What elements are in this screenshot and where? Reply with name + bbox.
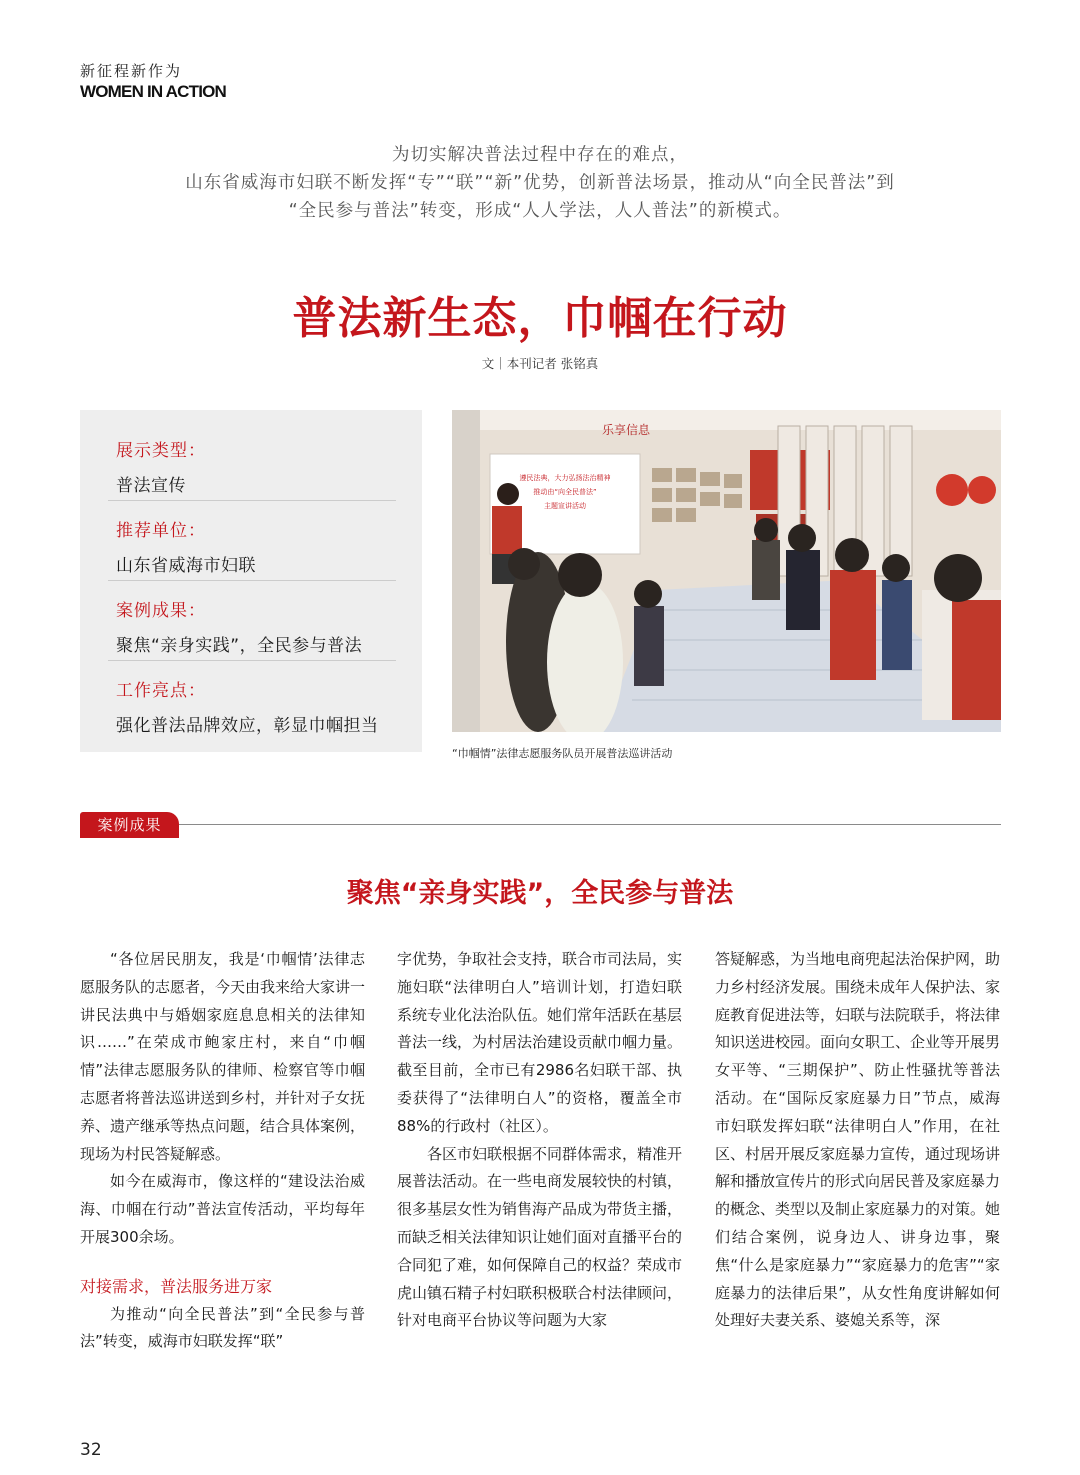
- info-divider: [108, 660, 396, 661]
- event-photo: [452, 410, 1001, 732]
- paragraph: “各位居民朋友，我是‘巾帼情’法律志愿服务队的志愿者，今天由我来给大家讲一讲民法典中与婚姻家庭息息相关的法律知识……”在荣成市鲍家庄村，来自“巾帼情”法律志愿服务队的律师、检察官等巾帼志愿者将普法巡讲送到乡村，并针对子女抚养、遗产继承等热点问题，结合具体案例，现场为村民答疑解惑。: [80, 950, 366, 1163]
- info-box: [80, 410, 422, 752]
- info-divider: [108, 500, 396, 501]
- event-photo-illustration: [452, 410, 1001, 732]
- banner-line-3: 主题宣讲活动: [544, 502, 586, 510]
- column-kicker-chinese: 新征程新作为: [80, 62, 183, 80]
- photo-caption: “巾帼情”法律志愿服务队员开展普法巡讲活动: [452, 747, 673, 760]
- paragraph: 各区市妇联根据不同群体需求，精准开展普法活动。在一些电商发展较快的村镇，很多基层女性为销售海产品成为带货主播，而缺乏相关法律知识让她们面对直播平台的合同犯了难，如何保障自己的权益？荣成市虎山镇石精子村妇联积极联合村法律顾问，针对电商平台协议等问题为大家: [397, 1144, 683, 1330]
- info-value: 普法宣传: [116, 476, 186, 496]
- body-column-3: [715, 946, 1000, 1335]
- banner-line-1: 遵民法典，大力弘扬法治精神: [519, 474, 611, 482]
- info-value: 山东省威海市妇联: [116, 556, 256, 576]
- intro-line-2: 山东省威海市妇联不断发挥“专”“联”“新”优势，创新普法场景，推动从“向全民普法”到: [185, 173, 895, 193]
- info-item-result: [116, 596, 396, 656]
- byline: 文｜本刊记者 张铭真: [481, 356, 599, 371]
- info-item-unit: [116, 516, 396, 576]
- wall-sign: 乐享信息: [602, 423, 651, 437]
- paragraph: 如今在威海市，像这样的“建设法治威海、巾帼在行动”普法宣传活动，平均每年开展300余场。: [80, 1172, 365, 1246]
- banner-line-2: 推动由“向全民普法”: [533, 488, 597, 496]
- page-number: 32: [80, 1440, 102, 1460]
- info-label: 工作亮点：: [116, 681, 206, 701]
- section-subtitle: 聚焦“亲身实践”，全民参与普法: [346, 878, 734, 909]
- paragraph: 答疑解惑，为当地电商兜起法治保护网，助力乡村经济发展。围绕未成年人保护法、家庭教育促进法等，妇联与法院联手，将法律知识送进校园。面向女职工、企业等开展男女平等、“三期保护”、防止性骚扰等普法活动。在“国际反家庭暴力日”节点，威海市妇联发挥妇联“法律明白人”作用，在社区、村居开展反家庭暴力宣传，通过现场讲解和播放宣传片的形式向居民普及家庭暴力的概念、类型以及制止家庭暴力的对策。她们结合案例，说身边人、讲身边事，聚焦“什么是家庭暴力”“家庭暴力的危害”“家庭暴力的法律后果”，从女性角度讲解如何处理好夫妻关系、婆媳关系等，深: [715, 950, 1001, 1330]
- column-kicker-english: WOMEN IN ACTION: [80, 82, 227, 101]
- section-tag: 案例成果: [80, 812, 179, 838]
- info-value: 聚焦“亲身实践”，全民参与普法: [116, 636, 363, 656]
- subheading: 对接需求，普法服务进万家: [80, 1276, 273, 1296]
- body-column-1: [80, 946, 365, 1356]
- body-column-2: [397, 946, 682, 1335]
- info-divider: [108, 580, 396, 581]
- info-value: 强化普法品牌效应，彰显巾帼担当: [116, 716, 379, 736]
- info-label: 展示类型：: [116, 441, 206, 461]
- paragraph: 字优势，争取社会支持，联合市司法局，实施妇联“法律明白人”培训计划，打造妇联系统专业化法治队伍。她们常年活跃在基层普法一线，为村居法治建设贡献巾帼力量。截至目前，全市已有2986名妇联干部、执委获得了“法律明白人”的资格，覆盖全市88%的行政村（社区）。: [397, 950, 683, 1135]
- info-label: 案例成果：: [116, 601, 206, 621]
- section-rule: [179, 824, 1001, 825]
- article-title: 普法新生态，巾帼在行动: [292, 293, 788, 344]
- paragraph: 为推动“向全民普法”到“全民参与普法”转变，威海市妇联发挥“联”: [80, 1304, 365, 1351]
- intro-line-1: 为切实解决普法过程中存在的难点，: [392, 145, 688, 165]
- intro-line-3: “全民参与普法”转变，形成“人人学法，人人普法”的新模式。: [288, 201, 792, 221]
- info-label: 推荐单位：: [116, 521, 206, 541]
- info-item-type: [116, 436, 396, 496]
- info-item-highlight: [116, 676, 396, 736]
